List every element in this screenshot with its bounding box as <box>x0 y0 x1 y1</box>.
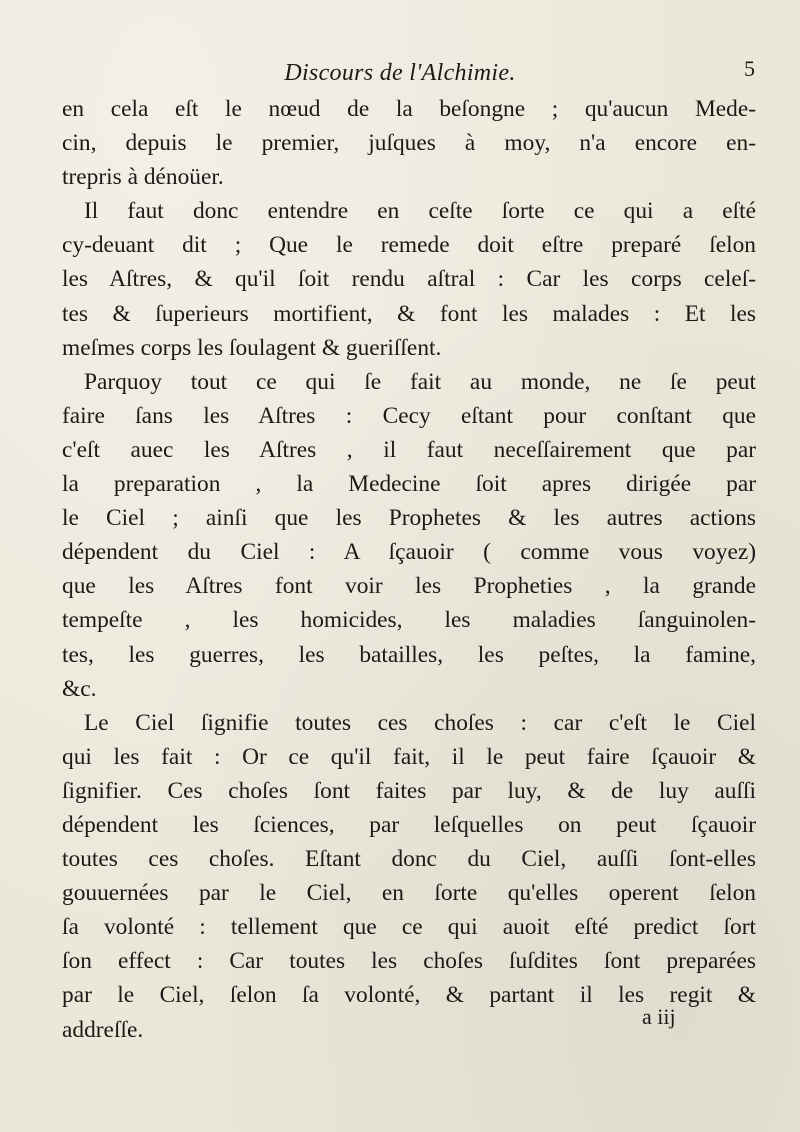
text-line: la preparation , la Medecine ſoit apres dirigée par <box>62 471 756 498</box>
text-line: en cela eſt le nœud de la beſongne ; qu'aucun Mede- <box>62 96 756 122</box>
text-line: addreſſe. <box>62 1016 144 1043</box>
text-line: tempeſte , les homicides, les maladies ſanguinolen- <box>62 607 756 634</box>
text-line: &c. <box>62 675 97 702</box>
text-line: le Ciel ; ainſi que les Prophetes & les autres actions <box>62 505 756 532</box>
text-line: ſon effect : Car toutes les choſes ſuſdites ſont preparées <box>62 948 756 975</box>
text-line: dépendent les ſciences, par leſquelles on peut ſçauoir <box>62 811 756 838</box>
body-text <box>62 92 756 1047</box>
text-line: dépendent du Ciel : A ſçauoir ( comme vous voyez) <box>62 539 756 566</box>
text-line: qui les fait : Or ce qu'il fait, il le peut faire ſçauoir & <box>62 743 756 770</box>
text-line: faire ſans les Aſtres : Cecy eſtant pour conſtant que <box>62 402 756 429</box>
text-line: ſa volonté : tellement que ce qui auoit eſté predict ſort <box>62 914 756 941</box>
text-line: tes, les guerres, les batailles, les peſtes, la famine, <box>62 641 756 668</box>
text-line: toutes ces choſes. Eſtant donc du Ciel, auſſi ſont-elles <box>62 846 756 873</box>
text-line: cin, depuis le premier, juſques à moy, n'a encore en- <box>62 130 756 157</box>
text-line: les Aſtres, & qu'il ſoit rendu aſtral : Car les corps celeſ- <box>62 266 756 293</box>
text-line: Le Ciel ſignifie toutes ces choſes : car c'eſt le Ciel <box>84 709 756 736</box>
text-line: Parquoy tout ce qui ſe fait au monde, ne ſe peut <box>84 368 756 395</box>
page-number: 5 <box>744 56 755 81</box>
text-line: c'eſt auec les Aſtres , il faut neceſſairement que par <box>62 436 756 463</box>
text-line: Il faut donc entendre en ceſte ſorte ce qui a eſté <box>84 198 756 225</box>
page-header <box>0 48 800 88</box>
text-line: trepris à dénoüer. <box>62 164 224 191</box>
text-line: tes & ſuperieurs mortifient, & font les malades : Et les <box>62 300 756 327</box>
text-line: que les Aſtres font voir les Propheties , la grande <box>62 573 756 600</box>
running-title: Discours de l'Alchimie. <box>284 60 516 86</box>
signature-mark: a iij <box>642 1004 676 1029</box>
text-line: gouuernées par le Ciel, en ſorte qu'elles operent ſelon <box>62 880 756 907</box>
text-line: cy-deuant dit ; Que le remede doit eſtre preparé ſelon <box>62 232 756 259</box>
text-line: ſignifier. Ces choſes ſont faites par luy, & de luy auſſi <box>62 777 756 804</box>
text-line: meſmes corps les ſoulagent & gueriſſent. <box>62 334 442 361</box>
text-line: par le Ciel, ſelon ſa volonté, & partant il les regit & <box>62 982 756 1009</box>
